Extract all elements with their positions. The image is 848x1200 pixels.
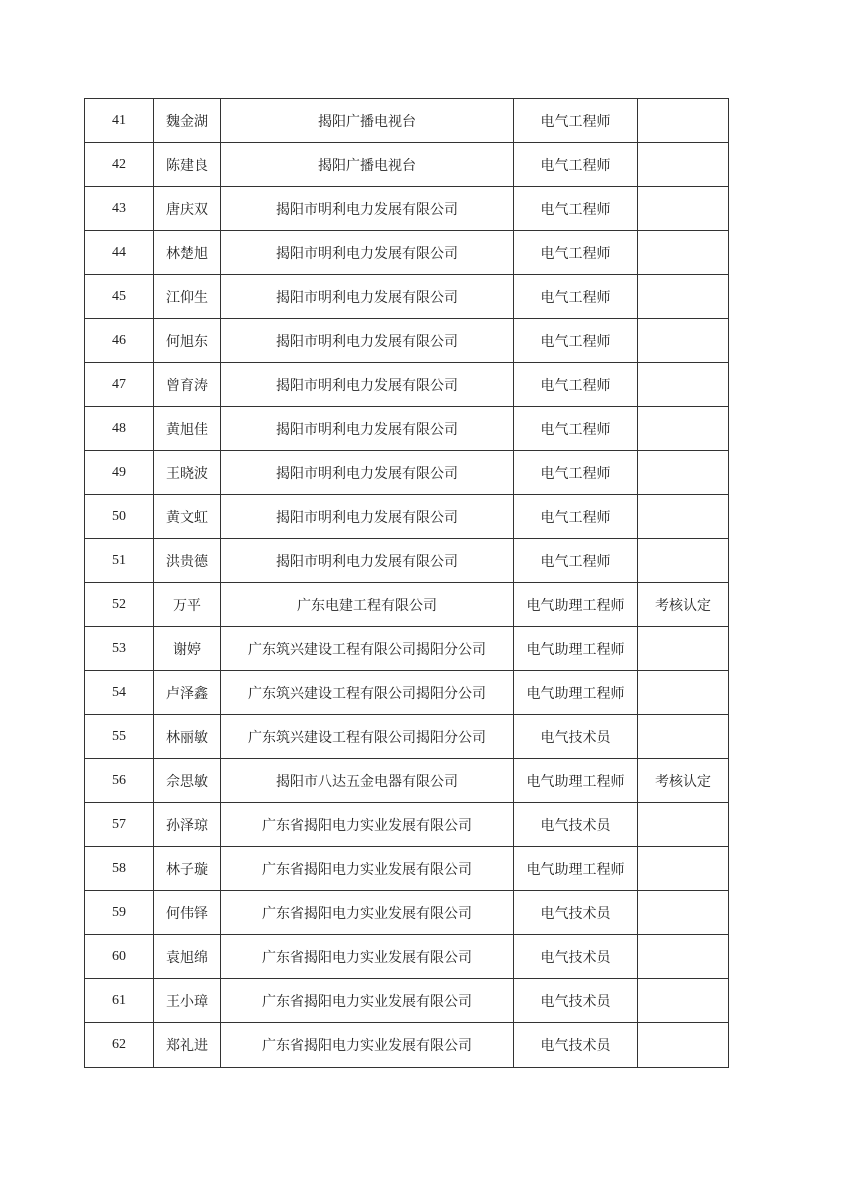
table-row [85, 803, 729, 847]
row-number-cell: 59 [85, 891, 154, 935]
person-name-cell: 曾育涛 [154, 363, 221, 407]
job-title-cell: 电气工程师 [514, 275, 638, 319]
job-title-cell: 电气技术员 [514, 803, 638, 847]
company-cell: 广东筑兴建设工程有限公司揭阳分公司 [221, 715, 514, 759]
row-number-cell: 48 [85, 407, 154, 451]
job-title-cell: 电气工程师 [514, 451, 638, 495]
job-title-cell: 电气工程师 [514, 187, 638, 231]
table-row [85, 847, 729, 891]
table-row [85, 319, 729, 363]
table-row [85, 187, 729, 231]
company-cell: 广东省揭阳电力实业发展有限公司 [221, 979, 514, 1023]
row-number-cell: 44 [85, 231, 154, 275]
remark-cell [638, 891, 729, 935]
job-title-cell: 电气技术员 [514, 979, 638, 1023]
table-row [85, 407, 729, 451]
person-name-cell: 万平 [154, 583, 221, 627]
company-cell: 广东筑兴建设工程有限公司揭阳分公司 [221, 627, 514, 671]
table-row [85, 715, 729, 759]
person-name-cell: 何伟铎 [154, 891, 221, 935]
company-cell: 揭阳市明利电力发展有限公司 [221, 187, 514, 231]
job-title-cell: 电气工程师 [514, 99, 638, 143]
company-cell: 广东省揭阳电力实业发展有限公司 [221, 935, 514, 979]
company-cell: 揭阳市明利电力发展有限公司 [221, 495, 514, 539]
row-number-cell: 46 [85, 319, 154, 363]
row-number-cell: 62 [85, 1023, 154, 1068]
company-cell: 广东筑兴建设工程有限公司揭阳分公司 [221, 671, 514, 715]
row-number-cell: 54 [85, 671, 154, 715]
remark-cell [638, 407, 729, 451]
table-row [85, 495, 729, 539]
person-name-cell: 谢婷 [154, 627, 221, 671]
remark-cell [638, 99, 729, 143]
remark-cell [638, 231, 729, 275]
table-row [85, 627, 729, 671]
remark-cell [638, 319, 729, 363]
row-number-cell: 60 [85, 935, 154, 979]
company-cell: 揭阳市明利电力发展有限公司 [221, 407, 514, 451]
company-cell: 广东省揭阳电力实业发展有限公司 [221, 847, 514, 891]
job-title-cell: 电气助理工程师 [514, 583, 638, 627]
person-name-cell: 何旭东 [154, 319, 221, 363]
person-name-cell: 卢泽鑫 [154, 671, 221, 715]
row-number-cell: 47 [85, 363, 154, 407]
person-name-cell: 佘思敏 [154, 759, 221, 803]
person-name-cell: 黄文虹 [154, 495, 221, 539]
table-row [85, 143, 729, 187]
person-name-cell: 林丽敏 [154, 715, 221, 759]
table-row [85, 935, 729, 979]
job-title-cell: 电气技术员 [514, 1023, 638, 1068]
company-cell: 广东电建工程有限公司 [221, 583, 514, 627]
row-number-cell: 61 [85, 979, 154, 1023]
row-number-cell: 57 [85, 803, 154, 847]
row-number-cell: 58 [85, 847, 154, 891]
table-row [85, 583, 729, 627]
person-name-cell: 王小璋 [154, 979, 221, 1023]
company-cell: 揭阳市八达五金电器有限公司 [221, 759, 514, 803]
remark-cell [638, 1023, 729, 1068]
company-cell: 揭阳市明利电力发展有限公司 [221, 275, 514, 319]
remark-cell [638, 627, 729, 671]
remark-cell [638, 671, 729, 715]
job-title-cell: 电气助理工程师 [514, 671, 638, 715]
person-name-cell: 袁旭绵 [154, 935, 221, 979]
company-cell: 揭阳市明利电力发展有限公司 [221, 363, 514, 407]
remark-cell [638, 495, 729, 539]
remark-cell [638, 979, 729, 1023]
company-cell: 揭阳市明利电力发展有限公司 [221, 539, 514, 583]
personnel-table-body [85, 99, 729, 1068]
job-title-cell: 电气助理工程师 [514, 627, 638, 671]
remark-cell [638, 451, 729, 495]
table-row [85, 671, 729, 715]
person-name-cell: 黄旭佳 [154, 407, 221, 451]
table-row [85, 231, 729, 275]
job-title-cell: 电气技术员 [514, 715, 638, 759]
row-number-cell: 49 [85, 451, 154, 495]
job-title-cell: 电气技术员 [514, 891, 638, 935]
row-number-cell: 55 [85, 715, 154, 759]
row-number-cell: 51 [85, 539, 154, 583]
table-row [85, 363, 729, 407]
table-row [85, 1023, 729, 1068]
company-cell: 广东省揭阳电力实业发展有限公司 [221, 1023, 514, 1068]
job-title-cell: 电气工程师 [514, 363, 638, 407]
row-number-cell: 41 [85, 99, 154, 143]
person-name-cell: 陈建良 [154, 143, 221, 187]
company-cell: 广东省揭阳电力实业发展有限公司 [221, 891, 514, 935]
row-number-cell: 50 [85, 495, 154, 539]
person-name-cell: 洪贵德 [154, 539, 221, 583]
company-cell: 广东省揭阳电力实业发展有限公司 [221, 803, 514, 847]
table-row [85, 539, 729, 583]
person-name-cell: 魏金湖 [154, 99, 221, 143]
remark-cell [638, 847, 729, 891]
row-number-cell: 56 [85, 759, 154, 803]
table-row [85, 979, 729, 1023]
table-row [85, 759, 729, 803]
remark-cell [638, 803, 729, 847]
remark-cell [638, 143, 729, 187]
personnel-table [84, 98, 729, 1068]
remark-cell: 考核认定 [638, 759, 729, 803]
person-name-cell: 江仰生 [154, 275, 221, 319]
remark-cell [638, 715, 729, 759]
job-title-cell: 电气工程师 [514, 319, 638, 363]
job-title-cell: 电气工程师 [514, 539, 638, 583]
row-number-cell: 45 [85, 275, 154, 319]
person-name-cell: 郑礼进 [154, 1023, 221, 1068]
job-title-cell: 电气工程师 [514, 143, 638, 187]
row-number-cell: 42 [85, 143, 154, 187]
remark-cell [638, 363, 729, 407]
row-number-cell: 53 [85, 627, 154, 671]
table-row [85, 275, 729, 319]
person-name-cell: 唐庆双 [154, 187, 221, 231]
person-name-cell: 林子璇 [154, 847, 221, 891]
remark-cell: 考核认定 [638, 583, 729, 627]
table-row [85, 451, 729, 495]
company-cell: 揭阳市明利电力发展有限公司 [221, 451, 514, 495]
company-cell: 揭阳市明利电力发展有限公司 [221, 231, 514, 275]
person-name-cell: 林楚旭 [154, 231, 221, 275]
person-name-cell: 王晓波 [154, 451, 221, 495]
job-title-cell: 电气技术员 [514, 935, 638, 979]
row-number-cell: 43 [85, 187, 154, 231]
company-cell: 揭阳广播电视台 [221, 143, 514, 187]
person-name-cell: 孙泽琼 [154, 803, 221, 847]
table-row [85, 99, 729, 143]
job-title-cell: 电气工程师 [514, 231, 638, 275]
remark-cell [638, 935, 729, 979]
job-title-cell: 电气工程师 [514, 407, 638, 451]
job-title-cell: 电气工程师 [514, 495, 638, 539]
remark-cell [638, 539, 729, 583]
row-number-cell: 52 [85, 583, 154, 627]
company-cell: 揭阳广播电视台 [221, 99, 514, 143]
remark-cell [638, 275, 729, 319]
job-title-cell: 电气助理工程师 [514, 759, 638, 803]
company-cell: 揭阳市明利电力发展有限公司 [221, 319, 514, 363]
remark-cell [638, 187, 729, 231]
table-row [85, 891, 729, 935]
job-title-cell: 电气助理工程师 [514, 847, 638, 891]
